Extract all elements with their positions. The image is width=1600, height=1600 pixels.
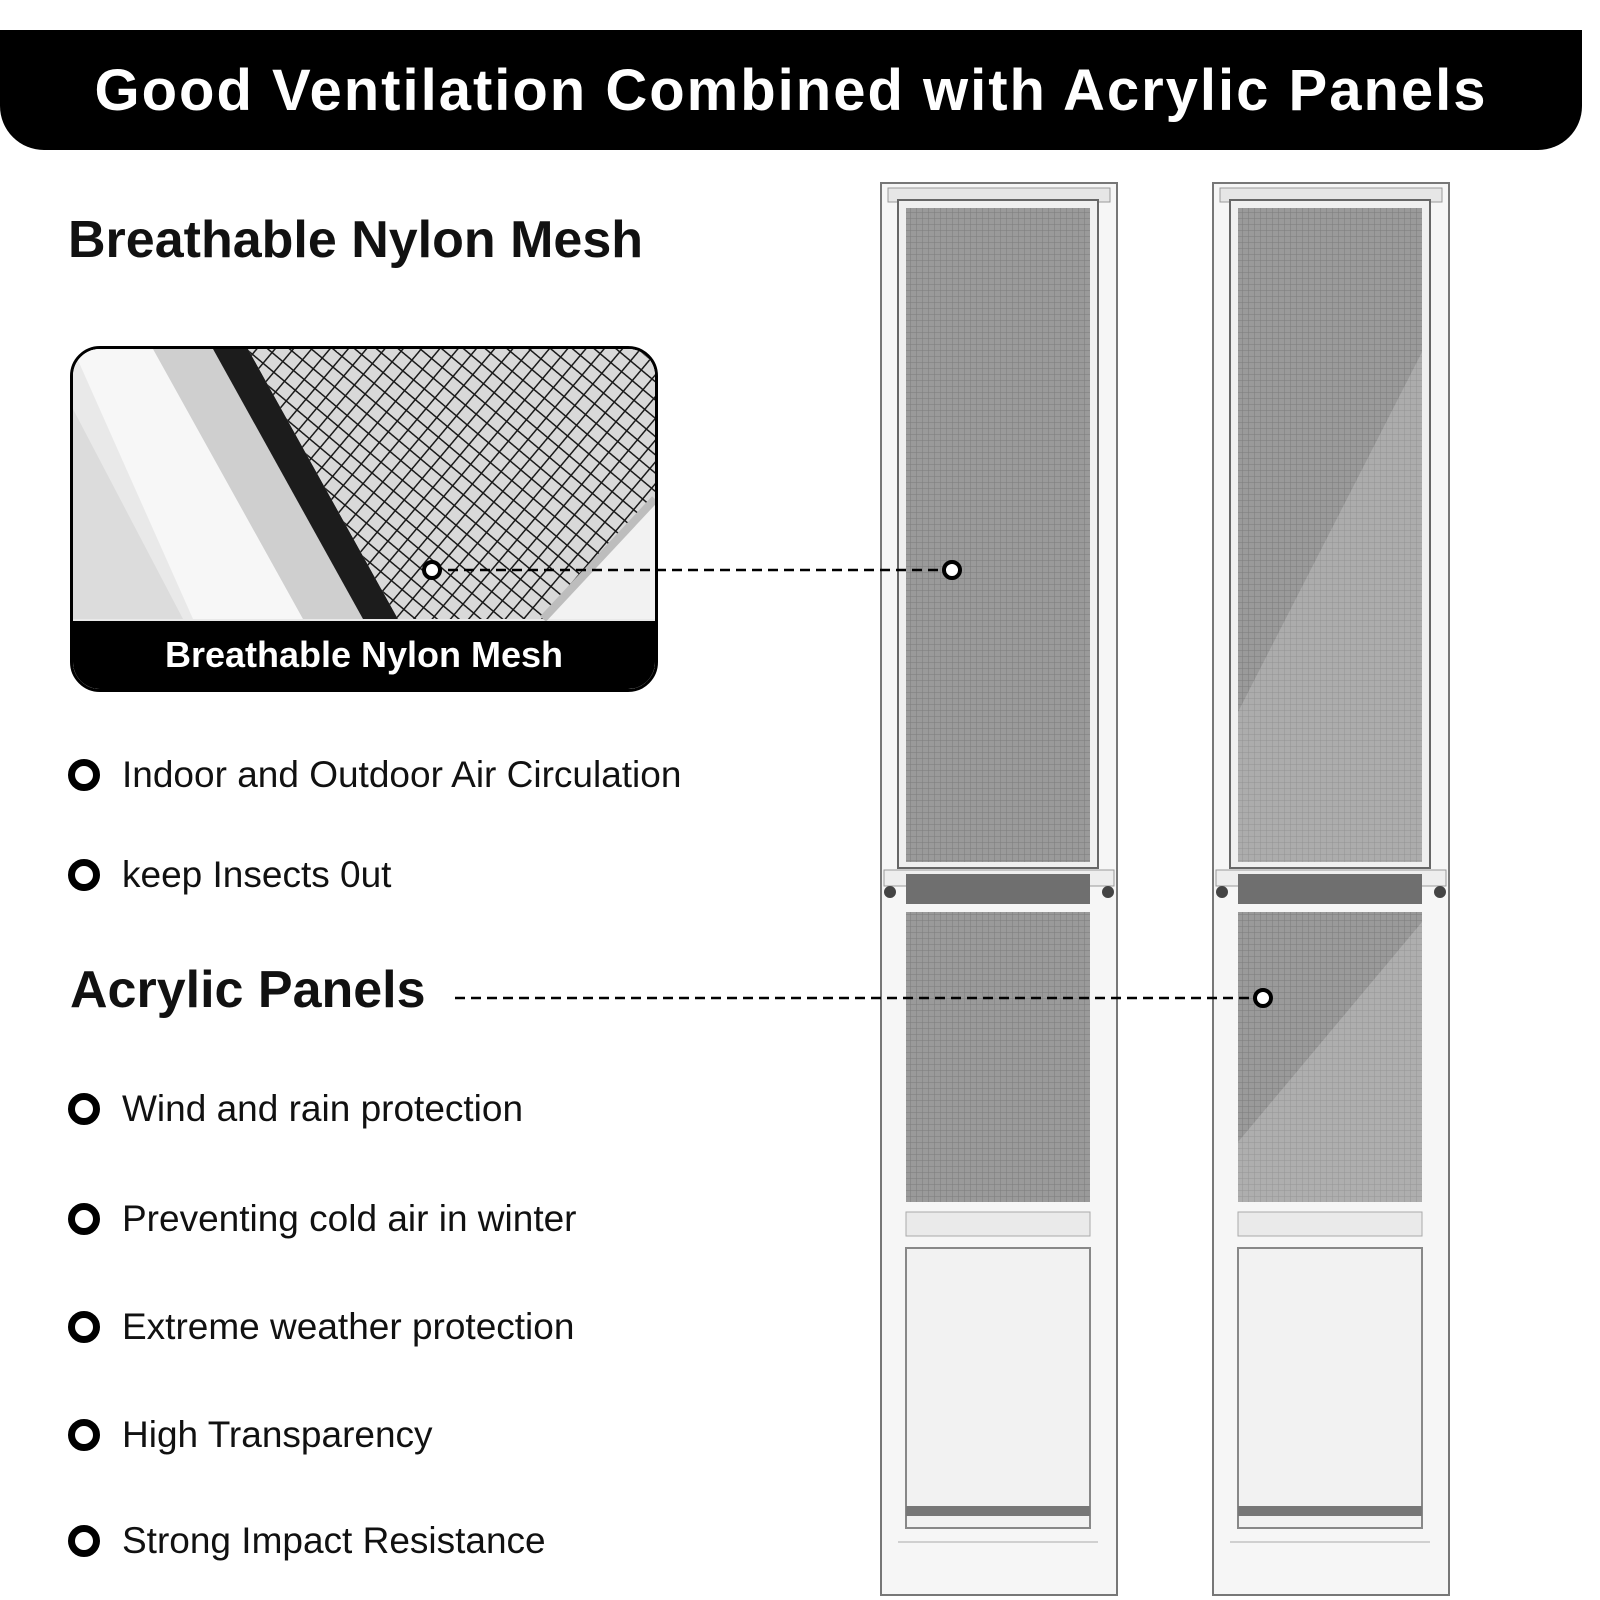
door-panel-left <box>880 182 1120 1598</box>
bullet-text: High Transparency <box>122 1414 433 1455</box>
bullet-insects <box>68 854 391 896</box>
bullet-extreme-weather <box>68 1306 574 1348</box>
bullet-text: keep Insects 0ut <box>122 854 392 895</box>
ring-bullet-icon <box>68 1311 100 1343</box>
ring-bullet-icon <box>68 1203 100 1235</box>
mesh-heading: Breathable Nylon Mesh <box>68 211 644 269</box>
bullet-wind-rain <box>68 1088 523 1130</box>
ring-bullet-icon <box>68 759 100 791</box>
bullet-air-circulation <box>68 754 681 796</box>
bullet-transparency <box>68 1414 433 1456</box>
ring-bullet-icon <box>68 1525 100 1557</box>
ring-bullet-icon <box>68 1419 100 1451</box>
ring-bullet-icon <box>68 859 100 891</box>
callout-label: Breathable Nylon Mesh <box>73 621 655 689</box>
mesh-closeup-callout <box>70 346 658 692</box>
bullet-text: Strong Impact Resistance <box>122 1520 546 1561</box>
bullet-text: Preventing cold air in winter <box>122 1198 577 1239</box>
bullet-impact <box>68 1520 546 1562</box>
door-panel-right <box>1212 182 1452 1598</box>
banner-title: Good Ventilation Combined with Acrylic Panels <box>94 57 1488 123</box>
bullet-text: Extreme weather protection <box>122 1306 575 1347</box>
bullet-cold-air <box>68 1198 577 1240</box>
bullet-text: Wind and rain protection <box>122 1088 524 1129</box>
acrylic-heading: Acrylic Panels <box>70 961 426 1019</box>
bullet-text: Indoor and Outdoor Air Circulation <box>122 754 682 795</box>
ring-bullet-icon <box>68 1093 100 1125</box>
